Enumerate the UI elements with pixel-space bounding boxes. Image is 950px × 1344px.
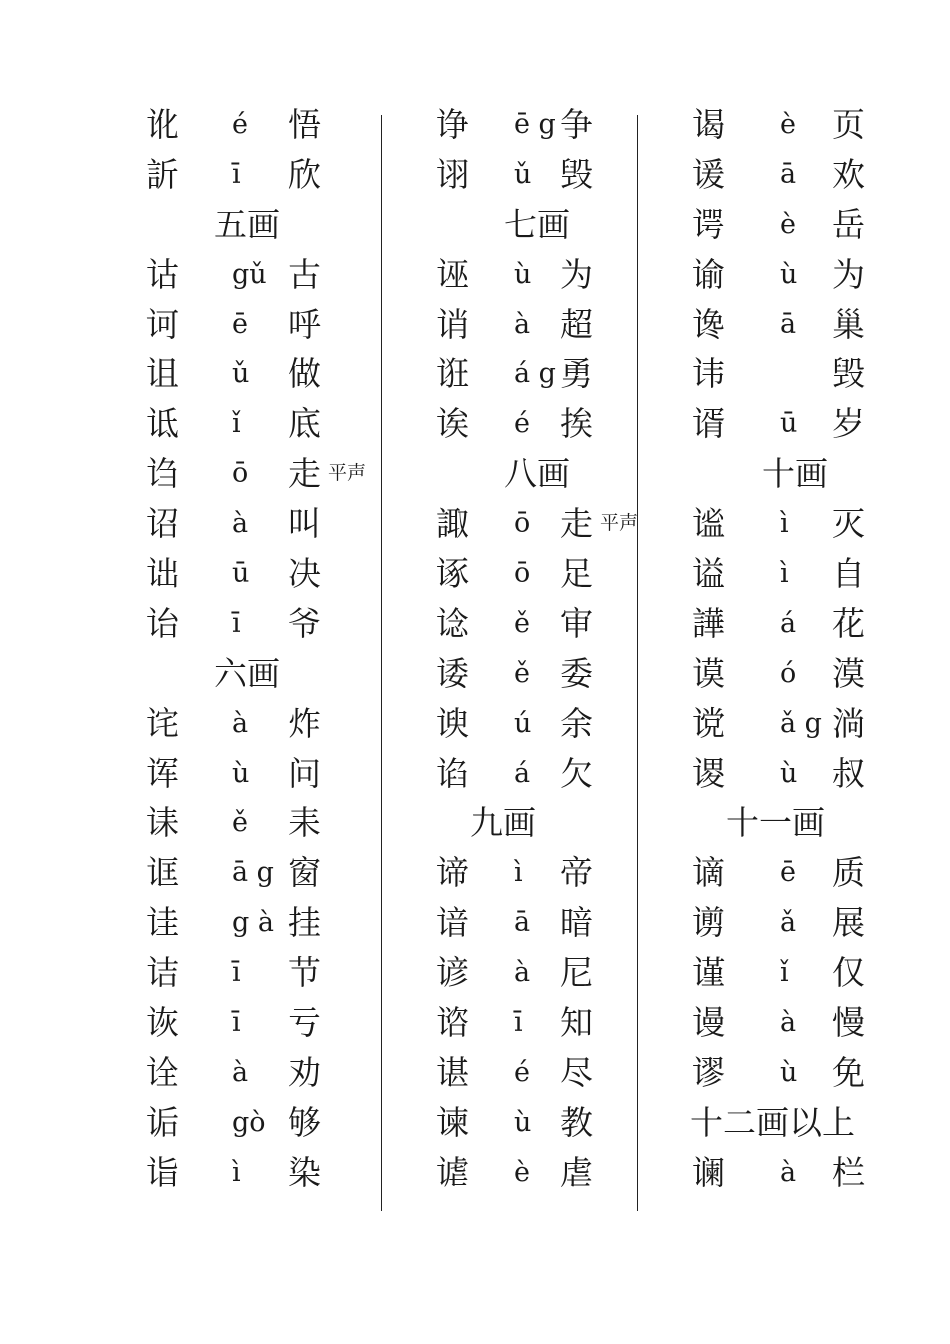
entry-pinyin: ǔ <box>232 358 250 390</box>
entry-homophone: 余 <box>560 703 593 743</box>
tone-note: 平声 <box>600 512 639 535</box>
stroke-count-heading <box>690 1098 880 1148</box>
entry-character: 诏 <box>146 504 179 544</box>
entry-row <box>690 200 880 250</box>
entry-pinyin: ù <box>780 757 798 789</box>
entry-homophone: 走 <box>288 454 321 494</box>
entry-pinyin: ī <box>232 607 241 639</box>
entry-homophone: 委 <box>560 653 593 693</box>
heading-label: 七画 <box>504 204 570 244</box>
entry-pinyin: ǎ g <box>780 707 822 739</box>
entry-character: 诧 <box>146 703 179 743</box>
entry-homophone: 争 <box>560 105 593 144</box>
entry-character: 谫 <box>692 903 725 943</box>
entry-homophone: 巢 <box>832 304 865 344</box>
entry-character: 谙 <box>436 903 469 943</box>
entry-pinyin: á <box>514 757 531 789</box>
entry-homophone: 超 <box>560 304 593 344</box>
entry-homophone: 爷 <box>288 603 321 643</box>
entry-row <box>140 1048 380 1098</box>
entry-character: 谄 <box>436 753 469 793</box>
entry-character: 讳 <box>692 354 725 394</box>
entry-homophone: 劝 <box>288 1052 321 1092</box>
entry-homophone: 为 <box>832 254 865 294</box>
entry-row <box>690 499 880 549</box>
heading-label: 五画 <box>214 204 280 244</box>
entry-row <box>396 948 634 998</box>
entry-homophone: 亏 <box>288 1003 321 1043</box>
entry-pinyin: ī <box>232 1007 241 1039</box>
heading-label: 九画 <box>470 803 536 843</box>
entry-pinyin: gǔ <box>232 258 267 290</box>
entry-row <box>140 1098 380 1148</box>
entry-character: 诔 <box>146 803 179 843</box>
entry-homophone: 呼 <box>288 304 321 344</box>
entry-homophone: 灭 <box>832 504 865 544</box>
entry-character: 谰 <box>692 1152 725 1192</box>
entry-row <box>396 549 634 599</box>
entry-character: 诨 <box>146 753 179 793</box>
entry-character: 諏 <box>436 504 469 544</box>
entry-homophone: 慢 <box>832 1003 865 1043</box>
entry-homophone: 仅 <box>832 953 865 993</box>
heading-label: 十一画 <box>726 803 825 843</box>
entry-pinyin: g à <box>232 907 274 939</box>
entry-homophone: 叫 <box>288 504 321 544</box>
entry-row <box>396 998 634 1048</box>
entry-row <box>690 749 880 799</box>
entry-character: 谑 <box>436 1152 469 1192</box>
entry-pinyin: ó <box>780 657 797 689</box>
tone-note: 平声 <box>328 462 367 485</box>
entry-row <box>396 250 634 300</box>
entry-character: 诙 <box>146 1003 179 1043</box>
entry-pinyin: á g <box>514 358 556 390</box>
column-3 <box>690 100 880 1198</box>
entry-pinyin: ù <box>232 757 250 789</box>
entry-row <box>396 599 634 649</box>
entry-row <box>396 399 634 449</box>
entry-row <box>140 798 380 848</box>
entry-row <box>690 848 880 898</box>
entry-pinyin: à <box>514 957 531 989</box>
entry-character: 谬 <box>692 1052 725 1092</box>
entry-homophone: 染 <box>288 1152 321 1192</box>
entry-pinyin: ī <box>514 1007 523 1039</box>
entry-character: 诓 <box>146 853 179 893</box>
entry-homophone: 毁 <box>832 354 865 394</box>
entry-character: 谘 <box>436 1003 469 1043</box>
entry-character: 诘 <box>146 953 179 993</box>
entry-pinyin: gò <box>232 1106 266 1138</box>
entry-character: 诶 <box>436 404 469 444</box>
entry-character: 谌 <box>436 1052 469 1092</box>
entry-homophone: 欢 <box>832 154 865 194</box>
entry-pinyin: è <box>514 1156 530 1188</box>
entry-pinyin: ā <box>780 308 797 340</box>
entry-homophone: 悟 <box>288 105 321 144</box>
entry-homophone: 够 <box>288 1102 321 1142</box>
entry-row <box>396 1148 634 1198</box>
entry-character: 诩 <box>436 154 469 194</box>
entry-row <box>396 499 639 549</box>
entry-homophone: 足 <box>560 554 593 594</box>
entry-homophone: 帝 <box>560 853 593 893</box>
entry-row <box>690 549 880 599</box>
entry-character: 谛 <box>436 853 469 893</box>
entry-pinyin: à <box>780 1156 797 1188</box>
entry-row <box>396 699 634 749</box>
entry-row <box>690 599 880 649</box>
entry-homophone: 质 <box>832 853 865 893</box>
entry-row <box>140 250 380 300</box>
entry-character: 诮 <box>436 304 469 344</box>
entry-character: 诃 <box>146 304 179 344</box>
entry-pinyin: ù <box>780 1056 798 1088</box>
entry-character: 诎 <box>146 554 179 594</box>
entry-row <box>396 749 634 799</box>
entry-homophone: 叔 <box>832 753 865 793</box>
entry-homophone: 炸 <box>288 703 321 743</box>
entry-pinyin: ǐ <box>780 957 789 989</box>
entry-row <box>690 150 880 200</box>
entry-character: 谕 <box>692 254 725 294</box>
entry-pinyin: ú <box>514 707 532 739</box>
entry-character: 诳 <box>436 354 469 394</box>
entry-row <box>690 100 880 150</box>
entry-character: 谖 <box>692 154 725 194</box>
heading-label: 六画 <box>214 653 280 693</box>
entry-row <box>690 1048 880 1098</box>
entry-pinyin: ā <box>780 158 797 190</box>
entry-pinyin: ě <box>232 807 248 839</box>
entry-character: 谪 <box>692 853 725 893</box>
entry-row <box>140 399 380 449</box>
entry-character: 谂 <box>436 603 469 643</box>
entry-character: 谟 <box>692 653 725 693</box>
entry-character: 谨 <box>692 953 725 993</box>
entry-character: 讹 <box>146 105 179 144</box>
column-1 <box>140 100 380 1198</box>
entry-row <box>140 1148 380 1198</box>
entry-homophone: 走 <box>560 504 593 544</box>
stroke-count-heading <box>140 200 380 250</box>
entry-pinyin: à <box>514 308 531 340</box>
entry-character: 谏 <box>436 1102 469 1142</box>
entry-homophone: 古 <box>288 254 321 294</box>
entry-row <box>396 349 634 399</box>
entry-row <box>396 649 634 699</box>
entry-pinyin: ī <box>232 158 241 190</box>
entry-row <box>396 300 634 350</box>
entry-homophone: 知 <box>560 1003 593 1043</box>
entry-homophone: 审 <box>560 603 593 643</box>
entry-homophone: 窗 <box>288 853 321 893</box>
entry-row <box>140 699 380 749</box>
entry-homophone: 自 <box>832 554 865 594</box>
entry-homophone: 决 <box>288 554 321 594</box>
entry-row <box>140 549 380 599</box>
entry-character: 譁 <box>692 603 725 643</box>
entry-pinyin: ā g <box>232 857 274 889</box>
entry-row <box>140 749 380 799</box>
entry-character: 谀 <box>436 703 469 743</box>
entry-pinyin: ō <box>514 558 531 590</box>
entry-pinyin: ù <box>780 258 798 290</box>
heading-label: 十画 <box>762 454 828 494</box>
entry-pinyin: á <box>780 607 797 639</box>
entry-row <box>690 349 880 399</box>
entry-pinyin: ǎ <box>780 907 797 939</box>
entry-pinyin: ì <box>232 1156 241 1188</box>
entry-row <box>690 250 880 300</box>
entry-pinyin: ō <box>232 458 249 490</box>
entry-homophone: 欣 <box>288 154 321 194</box>
entry-homophone: 尽 <box>560 1052 593 1092</box>
entry-pinyin: ū <box>780 408 798 440</box>
entry-homophone: 虐 <box>560 1152 593 1192</box>
entry-pinyin: ē g <box>514 109 556 140</box>
entry-row <box>690 998 880 1048</box>
entry-homophone: 耒 <box>288 803 321 843</box>
entry-pinyin: ē <box>780 857 796 889</box>
entry-pinyin: é <box>514 1056 530 1088</box>
heading-label: 十二画以上 <box>690 1102 855 1142</box>
heading-label: 八画 <box>504 454 570 494</box>
entry-homophone: 欠 <box>560 753 593 793</box>
entry-pinyin: è <box>780 109 796 140</box>
entry-row <box>396 100 634 150</box>
entry-homophone: 节 <box>288 953 321 993</box>
entry-character: 诂 <box>146 254 179 294</box>
entry-row <box>140 100 380 150</box>
entry-row <box>396 150 634 200</box>
entry-pinyin: ō <box>514 508 531 540</box>
stroke-count-heading <box>690 449 880 499</box>
entry-homophone: 做 <box>288 354 321 394</box>
entry-character: 诬 <box>436 254 469 294</box>
entry-pinyin: ù <box>514 1106 532 1138</box>
entry-character: 谧 <box>692 504 725 544</box>
entry-row <box>690 699 880 749</box>
entry-pinyin: ě <box>514 607 530 639</box>
entry-row <box>140 948 380 998</box>
entry-homophone: 漠 <box>832 653 865 693</box>
entry-character: 訢 <box>146 154 179 194</box>
stroke-count-heading <box>140 649 380 699</box>
entry-character: 谒 <box>692 105 725 144</box>
entry-character: 谗 <box>692 304 725 344</box>
entry-character: 诒 <box>146 603 179 643</box>
entry-row <box>396 1048 634 1098</box>
entry-character: 诋 <box>146 404 179 444</box>
entry-pinyin: à <box>232 1056 249 1088</box>
entry-pinyin: ì <box>780 558 789 590</box>
entry-row <box>140 848 380 898</box>
entry-row <box>140 150 380 200</box>
entry-character: 诖 <box>146 903 179 943</box>
entry-row <box>396 1098 634 1148</box>
entry-character: 诠 <box>146 1052 179 1092</box>
entry-row <box>396 848 634 898</box>
entry-row <box>140 349 380 399</box>
entry-character: 谞 <box>692 404 725 444</box>
entry-row <box>140 599 380 649</box>
entry-pinyin: ě <box>514 657 530 689</box>
entry-character: 诿 <box>436 653 469 693</box>
entry-character: 谚 <box>436 953 469 993</box>
entry-character: 谔 <box>692 204 725 244</box>
entry-character: 诼 <box>436 554 469 594</box>
column-divider <box>381 115 382 1211</box>
entry-character: 诅 <box>146 354 179 394</box>
entry-pinyin: ū <box>232 558 250 590</box>
entry-pinyin: ǐ <box>232 408 241 440</box>
entry-row <box>690 300 880 350</box>
stroke-count-heading <box>690 798 880 848</box>
entry-homophone: 淌 <box>832 703 865 743</box>
entry-character: 诌 <box>146 454 179 494</box>
entry-pinyin: ē <box>232 308 248 340</box>
entry-row <box>140 898 380 948</box>
entry-pinyin: ī <box>232 957 241 989</box>
entry-homophone: 展 <box>832 903 865 943</box>
entry-character: 诣 <box>146 1152 179 1192</box>
entry-homophone: 花 <box>832 603 865 643</box>
entry-character: 谡 <box>692 753 725 793</box>
entry-homophone: 底 <box>288 404 321 444</box>
entry-homophone: 岁 <box>832 404 865 444</box>
entry-homophone: 栏 <box>832 1152 865 1192</box>
column-divider <box>637 115 638 1211</box>
entry-pinyin: é <box>232 109 248 140</box>
entry-row <box>690 649 880 699</box>
entry-character: 谥 <box>692 554 725 594</box>
entry-row <box>140 499 380 549</box>
stroke-count-heading <box>396 449 634 499</box>
entry-homophone: 勇 <box>560 354 593 394</box>
stroke-count-heading <box>396 200 634 250</box>
entry-row <box>690 898 880 948</box>
entry-homophone: 页 <box>832 105 865 144</box>
entry-homophone: 挨 <box>560 404 593 444</box>
column-2 <box>396 100 639 1198</box>
entry-homophone: 尼 <box>560 953 593 993</box>
entry-row <box>396 898 634 948</box>
entry-row <box>690 948 880 998</box>
entry-homophone: 暗 <box>560 903 593 943</box>
entry-homophone: 教 <box>560 1102 593 1142</box>
stroke-count-heading <box>396 798 634 848</box>
entry-pinyin: ù <box>514 258 532 290</box>
entry-homophone: 毁 <box>560 154 593 194</box>
entry-pinyin: à <box>780 1007 797 1039</box>
entry-pinyin: à <box>232 707 249 739</box>
entry-homophone: 为 <box>560 254 593 294</box>
entry-row <box>140 300 380 350</box>
entry-character: 诤 <box>436 105 469 144</box>
entry-character: 诟 <box>146 1102 179 1142</box>
entry-character: 谠 <box>692 703 725 743</box>
entry-row <box>690 1148 880 1198</box>
entry-pinyin: ā <box>514 907 531 939</box>
entry-row <box>690 399 880 449</box>
entry-pinyin: ì <box>514 857 523 889</box>
entry-row <box>140 998 380 1048</box>
entry-homophone: 免 <box>832 1052 865 1092</box>
entry-row <box>140 449 380 499</box>
entry-pinyin: à <box>232 508 249 540</box>
entry-pinyin: é <box>514 408 530 440</box>
entry-pinyin: ì <box>780 508 789 540</box>
entry-character: 谩 <box>692 1003 725 1043</box>
entry-homophone: 岳 <box>832 204 865 244</box>
entry-pinyin: ǔ <box>514 158 532 190</box>
entry-homophone: 挂 <box>288 903 321 943</box>
entry-pinyin: è <box>780 208 796 240</box>
entry-homophone: 问 <box>288 753 321 793</box>
